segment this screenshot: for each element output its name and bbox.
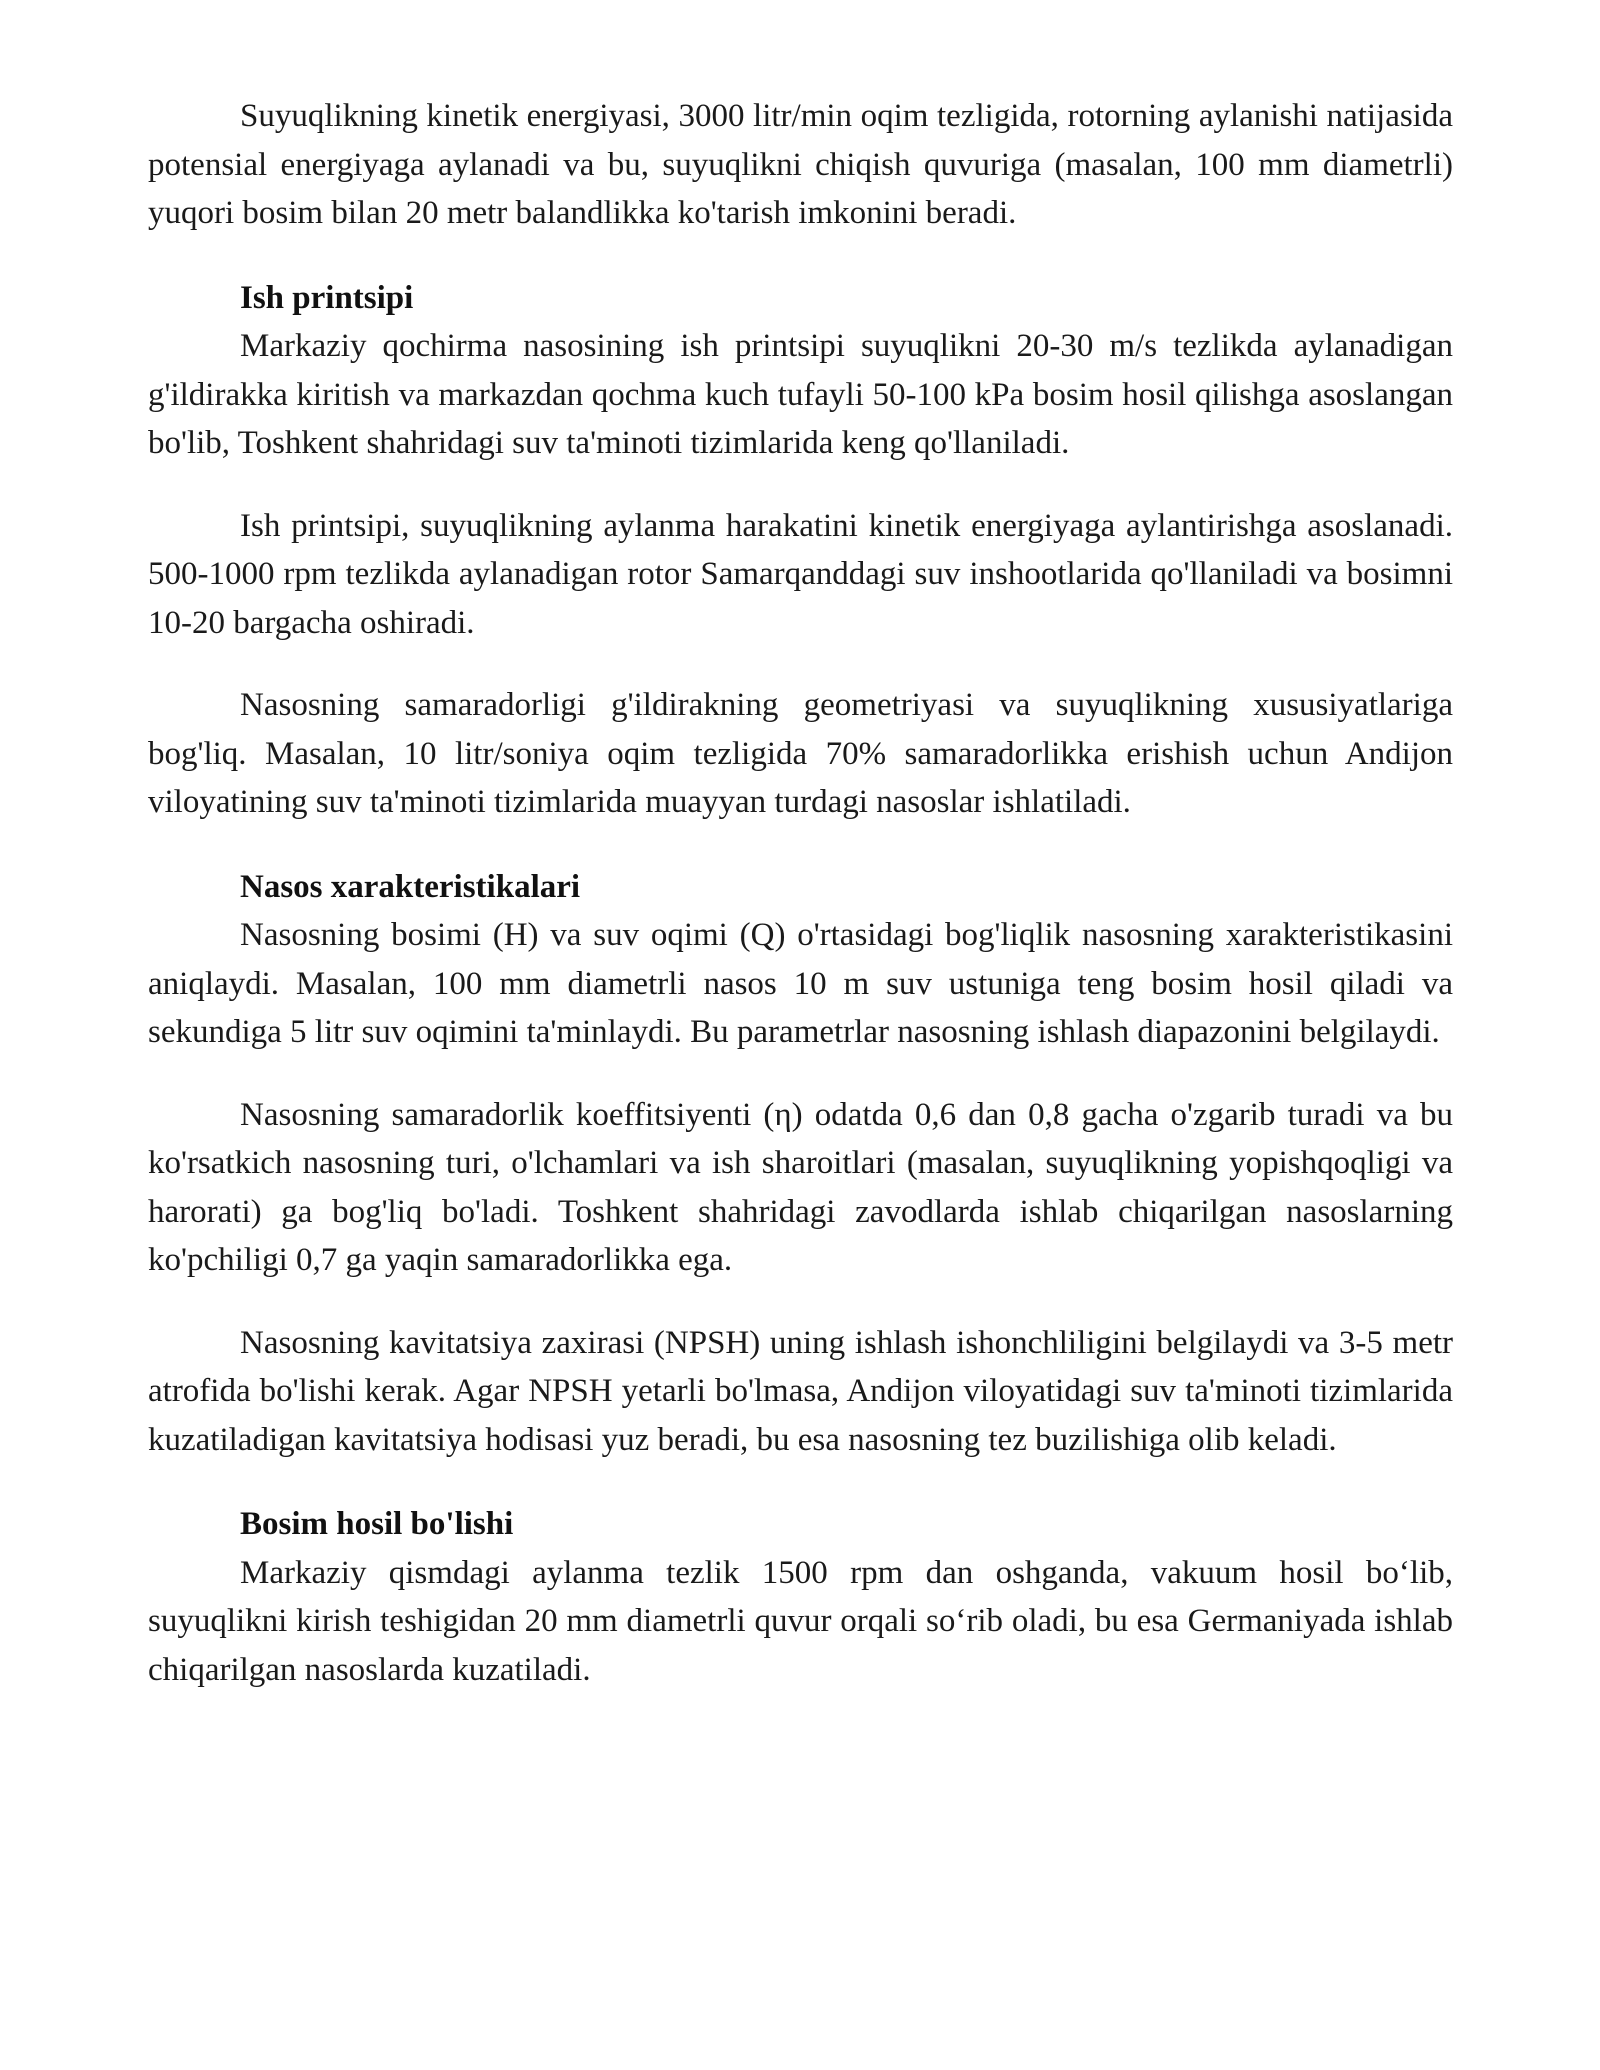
paragraph-working-principle: Markaziy qochirma nasosining ish printsipi suyuqlikni 20-30 m/s tezlikda aylanadigan g'ildirakka kiritish va markazdan qochma kuch tufayli 50-100 kPa bosim hosil qilishga asoslangan bo'lib, Toshkent shahridagi suv ta'minoti tizimlarida keng qo'llaniladi. [148, 328, 1453, 461]
paragraph-efficiency-coefficient: Nasosning samaradorlik koeffitsiyenti (η) odatda 0,6 dan 0,8 gacha o'zgarib turadi va bu ko'rsatkich nasosning turi, o'lchamlari va ish sharoitlari (masalan, suyuqlikning yopishqoqligi va harorati) ga bog'liq bo'ladi. Toshkent shahridagi zavodlarda ishlab chiqarilgan nasoslarning ko'pchiligi 0,7 ga yaqin samaradorlikka ega. [148, 1096, 1453, 1278]
spacer [148, 1464, 1453, 1500]
paragraph-pump-efficiency: Nasosning samaradorligi g'ildirakning geometriyasi va suyuqlikning xususiyatlariga bog'liq. Masalan, 10 litr/soniya oqim tezligida 70% samaradorlikka erishish uchun Andijon viloyatining suv ta'minoti tizimlarida muayyan turdagi nasoslar ishlatiladi. [148, 687, 1453, 820]
spacer [148, 468, 1453, 502]
heading-ish-printsipi: Ish printsipi [240, 279, 414, 316]
spacer [148, 827, 1453, 863]
paragraph-vacuum: Markaziy qismdagi aylanma tezlik 1500 rpm dan oshganda, vakuum hosil bo‘lib, suyuqlikni kirish teshigidan 20 mm diametrli quvur orqali so‘rib oladi, bu esa Germaniyada ishlab chiqarilgan nasoslarda kuzatiladi. [148, 1554, 1453, 1688]
paragraph-head-flow: Nasosning bosimi (H) va suv oqimi (Q) o'rtasidagi bog'liqlik nasosning xarakteristikasini aniqlaydi. Masalan, 100 mm diametrli nasos 10 m suv ustuniga teng bosim hosil qiladi va sekundiga 5 litr suv oqimini ta'minlaydi. Bu parametrlar nasosning ishlash diapazonini belgilaydi. [148, 917, 1453, 1050]
paragraph-kinetic-energy: Suyuqlikning kinetik energiyasi, 3000 litr/min oqim tezligida, rotorning aylanishi natijasida potensial energiyaga aylanadi va bu, suyuqlikni chiqish quvuriga (masalan, 100 mm diametrli) yuqori bosim bilan 20 metr balandlikka ko'tarish imkonini beradi. [148, 98, 1453, 231]
heading-nasos-xarakteristikalari: Nasos xarakteristikalari [240, 868, 581, 905]
paragraph-npsh: Nasosning kavitatsiya zaxirasi (NPSH) uning ishlash ishonchliligini belgilaydi va 3-5 metr atrofida bo'lishi kerak. Agar NPSH yetarli bo'lmasa, Andijon viloyatidagi suv ta'minoti tizimlarida kuzatiladigan kavitatsiya hodisasi yuz beradi, bu esa nasosning tez buzilishiga olib keladi. [148, 1324, 1453, 1458]
heading-bosim-hosil-bolishi: Bosim hosil bo'lishi [240, 1506, 514, 1542]
paragraph-rotational-motion: Ish printsipi, suyuqlikning aylanma harakatini kinetik energiyaga aylantirishga asoslanadi. 500-1000 rpm tezlikda aylanadigan rotor Samarqanddagi suv inshootlarida qo'llaniladi va bosimni 10-20 bargacha oshiradi. [148, 507, 1453, 641]
spacer [148, 1285, 1453, 1319]
spacer [148, 238, 1453, 274]
spacer [148, 647, 1453, 681]
spacer [148, 1057, 1453, 1091]
document-page [148, 92, 1453, 1694]
